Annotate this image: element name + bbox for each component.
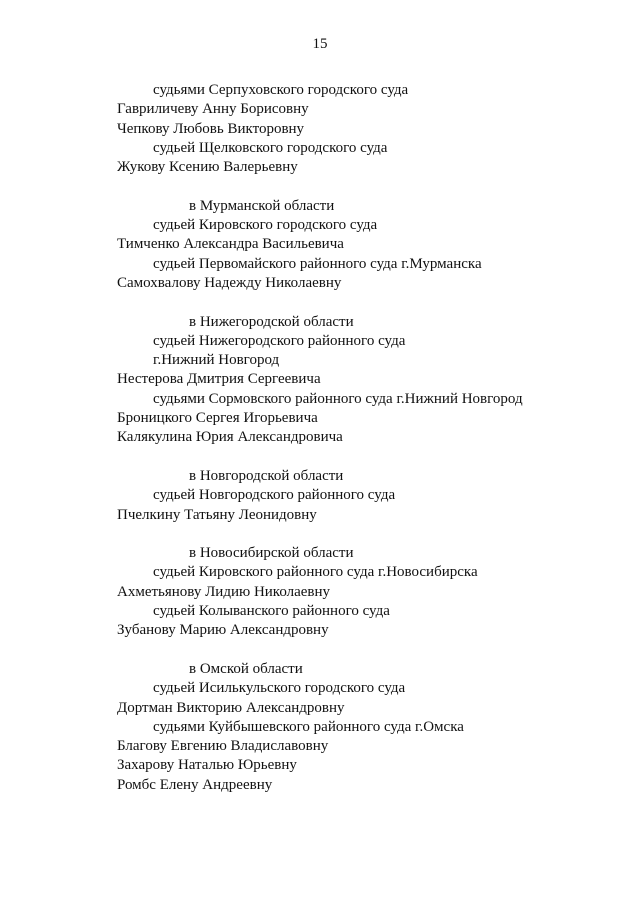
blank-line <box>117 525 617 544</box>
judge-name: Жукову Ксению Валерьевну <box>117 159 298 176</box>
court-line: судьей Кировского городского суда <box>153 217 378 234</box>
judge-name: Ахметьянову Лидию Николаевну <box>117 583 331 600</box>
judge-name: Захарову Наталью Юрьевну <box>117 757 297 774</box>
court-line: судьей Щелковского городского суда <box>153 139 388 156</box>
section-novosibirsk-region <box>117 544 617 640</box>
judge-name: Зубанову Марию Александровну <box>117 622 329 639</box>
judge-name: Самохвалову Надежду Николаевну <box>117 274 342 291</box>
blank-line <box>117 293 617 312</box>
judge-name: Тимченко Александра Васильевича <box>117 236 344 253</box>
section-nizhny-novgorod-region <box>117 313 617 448</box>
section-moscow-region-continued <box>117 81 617 177</box>
blank-line <box>117 177 617 196</box>
court-line: судьей Первомайского районного суда г.Мурманска <box>153 255 482 272</box>
section-murmansk-region <box>117 197 617 293</box>
judge-name: Благову Евгению Владиславовну <box>117 738 329 755</box>
region-heading: в Мурманской области <box>189 197 335 214</box>
page-number: 15 <box>312 36 328 52</box>
judge-name: Дортман Викторию Александровну <box>117 699 345 716</box>
judge-name: Броницкого Сергея Игорьевича <box>117 410 318 427</box>
court-line: судьей Кировского районного суда г.Новосибирска <box>153 564 478 581</box>
court-line: г.Нижний Новгород <box>153 352 280 369</box>
region-heading: в Новгородской области <box>189 467 344 484</box>
region-heading: в Нижегородской области <box>189 313 354 330</box>
region-heading: в Новосибирской области <box>189 545 354 562</box>
blank-line <box>117 641 617 660</box>
section-novgorod-region <box>117 467 617 525</box>
court-line: судьей Колыванского районного суда <box>153 603 390 620</box>
region-heading: в Омской области <box>189 660 303 677</box>
document-body <box>117 81 617 795</box>
judge-name: Нестерова Дмитрия Сергеевича <box>117 371 321 388</box>
court-line: судьей Исилькульского городского суда <box>153 680 406 697</box>
blank-line <box>117 448 617 467</box>
judge-name: Гавриличеву Анну Борисовну <box>117 101 309 118</box>
judge-name: Калякулина Юрия Александровича <box>117 429 343 446</box>
court-line: судьей Новгородского районного суда <box>153 487 396 504</box>
court-line: судьями Сормовского районного суда г.Нижний Новгород <box>153 390 523 407</box>
court-line: судьями Куйбышевского районного суда г.Омска <box>153 718 464 735</box>
judge-name: Чепкову Любовь Викторовну <box>117 120 305 137</box>
court-line: судьей Нижегородского районного суда <box>153 332 406 349</box>
section-omsk-region <box>117 660 617 795</box>
judge-name: Пчелкину Татьяну Леонидовну <box>117 506 317 523</box>
judge-name: Ромбс Елену Андреевну <box>117 776 273 793</box>
court-line: судьями Серпуховского городского суда <box>153 82 409 98</box>
